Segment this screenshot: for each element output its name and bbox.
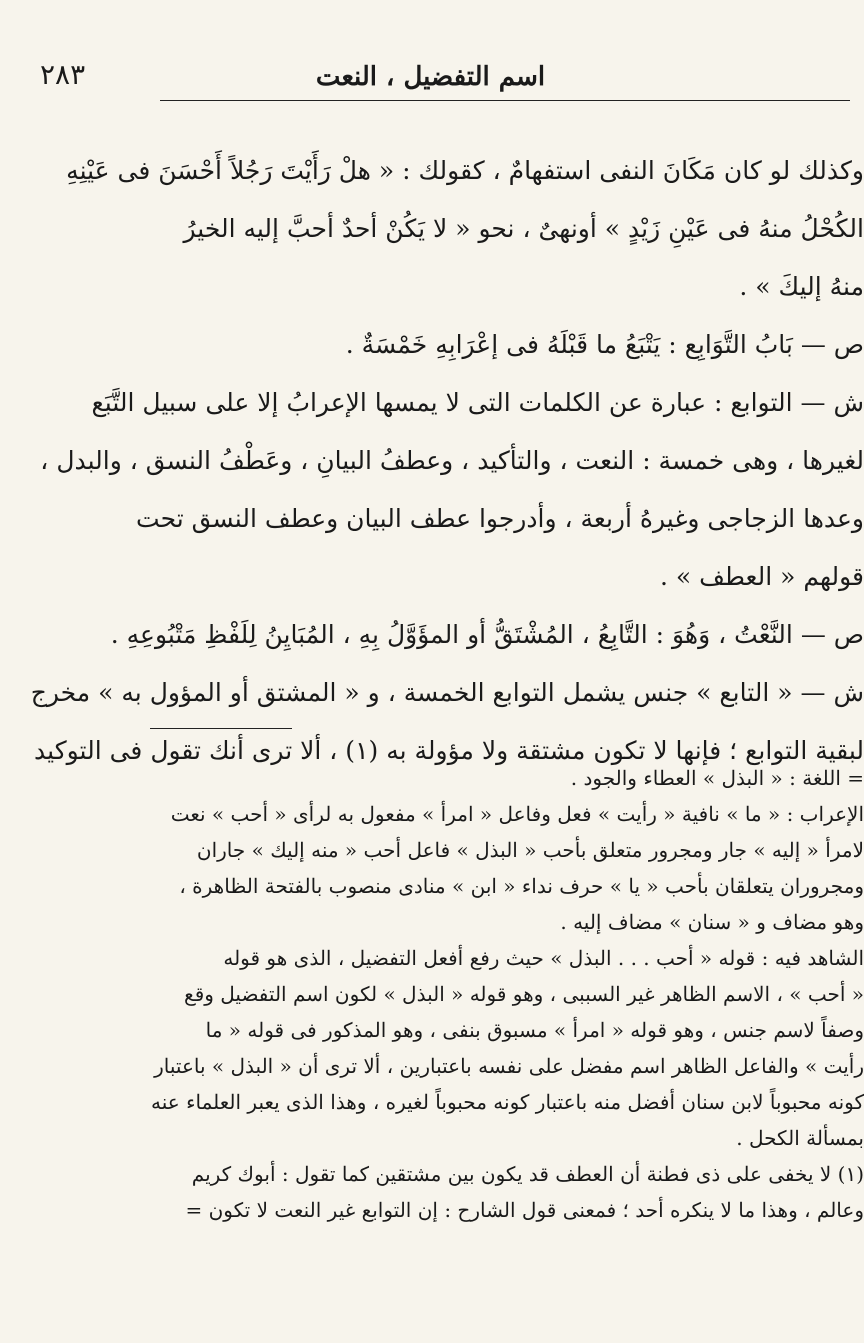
chapter-title: اسم التفضيل ، النعت [315, 62, 546, 92]
text-line: ص — بَابُ التَّوَابِع : يَتْبَعُ ما قَبْلَهُ فى إعْرَابِهِ خَمْسَةٌ . [345, 330, 864, 359]
text-line: ش — التوابع : عبارة عن الكلمات التى لا يمسها الإعرابُ إلا على سبيل التَّبَع [91, 388, 864, 417]
footnote-line: الإعراب : « ما » نافية « رأيت » فعل وفاعل « امرأ » مفعول به لرأى « أحب » نعت [170, 802, 864, 826]
text-line: لغيرها ، وهى خمسة : النعت ، والتأكيد ، وعطفُ البيانِ ، وعَطْفُ النسق ، والبدل ، [40, 446, 864, 475]
footnote-line: لامرأ « إليه » جار ومجرور متعلق بأحب « البذل » فاعل أحب « منه إليك » جاران [196, 838, 864, 862]
text-line: ش — « التابع » جنس يشمل التوابع الخمسة ، و « المشتق أو المؤول به » مخرج [30, 678, 864, 707]
page-number: ٢٨٣ [40, 58, 86, 91]
text-line: الكُحْلُ منهُ فى عَيْنِ زَيْدٍ » أونهىٌ ، نحو « لا يَكُنْ أحدٌ أحبَّ إليه الخيرُ [183, 214, 864, 243]
footnote-line: وهو مضاف و « سنان » مضاف إليه . [560, 910, 864, 934]
running-header [160, 50, 701, 92]
text-line: منهُ إليكَ » . [739, 272, 864, 301]
header-divider [160, 100, 850, 101]
footnote-line: كونه محبوباً لابن سنان أفضل منه باعتبار كونه محبوباً لغيره ، وهذا الذى يعبر العلماء عنه [151, 1090, 864, 1114]
footnote-line: وصفاً لاسم جنس ، وهو قوله « امرأ » مسبوق بنفى ، وهو المذكور فى قوله « ما [205, 1018, 864, 1042]
text-line: قولهم « العطف » . [660, 562, 864, 591]
footnote-divider [150, 728, 292, 729]
footnote-line: الشاهد فيه : قوله « أحب . . . البذل » حيث رفع أفعل التفضيل ، الذى هو قوله [223, 946, 864, 970]
footnote-line: وعالم ، وهذا ما لا ينكره أحد ؛ فمعنى قول الشارح : إن التوابع غير النعت لا تكون = [185, 1198, 864, 1222]
footnote-line: ومجروران يتعلقان بأحب « يا » حرف نداء « ابن » منادى منصوب بالفتحة الظاهرة ، [179, 874, 864, 898]
text-line: وكذلك لو كان مَكَانَ النفى استفهامٌ ، كقولك : « هلْ رَأَيْتَ رَجُلاً أَحْسَنَ فى عَيْنِهِ [66, 156, 864, 185]
text-line: لبقية التوابع ؛ فإنها لا تكون مشتقة ولا مؤولة به (١) ، ألا ترى أنك تقول فى التوكيد [34, 736, 864, 765]
text-line: وعدها الزجاجى وغيرهُ أربعة ، وأدرجوا عطف البيان وعطف النسق تحت [136, 504, 864, 533]
footnotes [152, 760, 864, 1228]
footnote-line: = اللغة : « البذل » العطاء والجود . [570, 766, 864, 790]
footnote-line: بمسألة الكحل . [736, 1126, 864, 1150]
main-text [30, 142, 864, 780]
footnote-line: رأيت » والفاعل الظاهر اسم مفضل على نفسه باعتبارين ، ألا ترى أن « البذل » باعتبار [154, 1054, 864, 1078]
footnote-line: (١) لا يخفى على ذى فطنة أن العطف قد يكون بين مشتقين كما تقول : أبوك كريم [191, 1162, 864, 1186]
footnote-line: « أحب » ، الاسم الظاهر غير السببى ، وهو قوله « البذل » لكون اسم التفضيل وقع [184, 982, 864, 1006]
text-line: ص — النَّعْتُ ، وَهُوَ : التَّابِعُ ، المُشْتَقُّ أو المؤَوَّلُ بِهِ ، المُبَايِنُ لِلَفْظِ مَتْبُوعِهِ . [110, 620, 864, 649]
